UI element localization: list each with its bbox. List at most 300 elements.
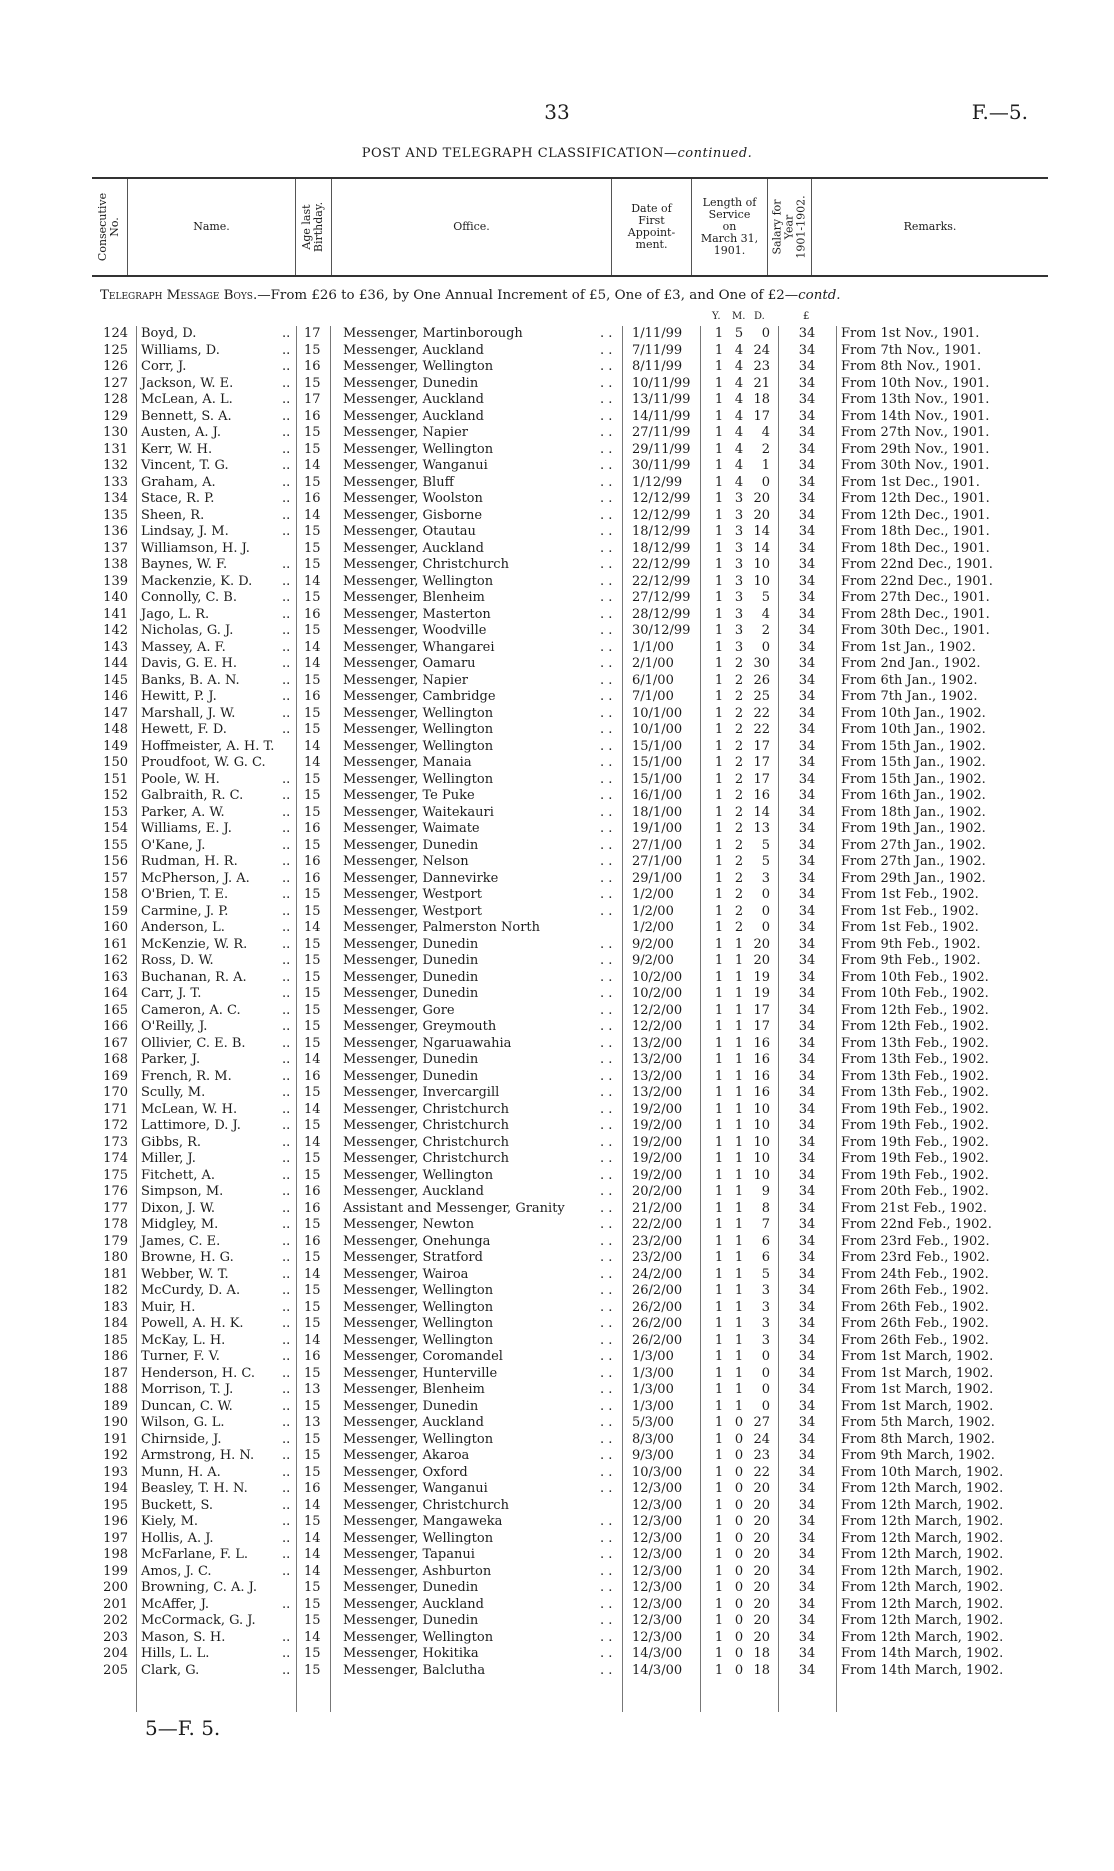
table-row <box>100 524 1048 541</box>
remarks: From 12th March, 1902. <box>841 1530 1004 1546</box>
header-office: Office. <box>332 179 612 275</box>
name-leader-dots: .. <box>282 1530 291 1546</box>
service-days: 20 <box>753 1497 770 1513</box>
consecutive-no: 171 <box>103 1101 128 1117</box>
office-leader-dots: . . <box>600 408 613 424</box>
salary: 34 <box>798 1481 816 1496</box>
table-row <box>100 1547 1048 1564</box>
name: Ross, D. W. <box>141 953 214 968</box>
appointment-date: 19/2/00 <box>632 1101 683 1117</box>
consecutive-no: 125 <box>103 342 128 358</box>
office-leader-dots: . . <box>600 1101 613 1117</box>
table-row <box>100 1234 1048 1251</box>
table-row <box>100 1382 1048 1399</box>
appointment-date: 9/3/00 <box>632 1448 674 1463</box>
service-days: 30 <box>753 656 770 671</box>
name-leader-dots: .. <box>282 1118 291 1133</box>
service-months: 1 <box>734 953 744 968</box>
service-years: 1 <box>714 953 724 968</box>
consecutive-no: 177 <box>103 1200 128 1216</box>
service-days: 3 <box>761 1316 770 1331</box>
service-days: 3 <box>761 870 770 886</box>
consecutive-no: 199 <box>103 1563 128 1579</box>
remarks: From 19th Feb., 1902. <box>841 1151 989 1166</box>
remarks: From 7th Nov., 1901. <box>841 342 982 358</box>
office: Messenger, Onehunga <box>343 1233 491 1249</box>
service-months: 2 <box>734 903 744 919</box>
service-months: 1 <box>734 1134 744 1150</box>
consecutive-no: 201 <box>103 1596 128 1612</box>
consecutive-no: 175 <box>103 1167 128 1183</box>
appointment-date: 14/3/00 <box>632 1662 683 1678</box>
name-leader-dots: .. <box>282 1316 291 1331</box>
service-years: 1 <box>714 375 724 391</box>
service-days: 14 <box>753 540 770 556</box>
remarks: From 13th Nov., 1901. <box>841 392 990 407</box>
name: Lindsay, J. M. <box>141 524 229 539</box>
table-row <box>100 854 1048 871</box>
consecutive-no: 142 <box>103 623 128 638</box>
service-months: 4 <box>734 359 744 374</box>
service-days: 19 <box>753 969 770 985</box>
age: 15 <box>304 1398 321 1414</box>
remarks: From 12th March, 1902. <box>841 1613 1004 1628</box>
name-leader-dots: .. <box>282 1035 291 1051</box>
office-leader-dots: . . <box>600 326 613 341</box>
consecutive-no: 144 <box>103 656 128 671</box>
consecutive-no: 178 <box>103 1217 128 1232</box>
name-leader-dots: .. <box>282 1134 291 1150</box>
name: Armstrong, H. N. <box>141 1448 255 1463</box>
appointment-date: 30/11/99 <box>632 458 691 473</box>
salary: 34 <box>798 375 816 391</box>
remarks: From 5th March, 1902. <box>841 1415 995 1430</box>
office: Messenger, Wellington <box>343 1431 494 1447</box>
name: Browne, H. G. <box>141 1250 234 1265</box>
service-months: 0 <box>734 1431 744 1447</box>
office: Messenger, Dunedin <box>343 969 479 985</box>
consecutive-no: 203 <box>103 1629 128 1645</box>
consecutive-no: 196 <box>103 1514 128 1529</box>
appointment-date: 1/2/00 <box>632 920 674 935</box>
consecutive-no: 132 <box>103 458 128 473</box>
consecutive-no: 184 <box>103 1316 128 1331</box>
service-years: 1 <box>714 639 724 655</box>
service-years: 1 <box>714 854 724 869</box>
name: Fitchett, A. <box>141 1167 215 1183</box>
service-days: 0 <box>761 920 770 935</box>
consecutive-no: 197 <box>103 1530 128 1546</box>
service-years: 1 <box>714 1052 724 1067</box>
office: Messenger, Wellington <box>343 1530 494 1546</box>
consecutive-no: 154 <box>103 821 128 836</box>
service-months: 0 <box>734 1662 744 1678</box>
office-leader-dots: . . <box>600 1085 613 1100</box>
consecutive-no: 198 <box>103 1547 128 1562</box>
service-years: 1 <box>714 1250 724 1265</box>
age: 15 <box>304 1002 321 1018</box>
consecutive-no: 128 <box>103 392 128 407</box>
appointment-date: 6/1/00 <box>632 672 674 688</box>
remarks: From 27th Jan., 1902. <box>841 837 986 853</box>
age: 13 <box>304 1382 321 1397</box>
service-months: 3 <box>734 557 744 572</box>
name-leader-dots: .. <box>282 392 291 407</box>
table-row <box>100 376 1048 393</box>
name-leader-dots: .. <box>282 1184 291 1199</box>
service-months: 1 <box>734 1266 744 1282</box>
consecutive-no: 139 <box>103 573 128 589</box>
age: 16 <box>304 1068 321 1084</box>
table-row <box>100 673 1048 690</box>
office-leader-dots: . . <box>600 524 613 539</box>
remarks: From 12th March, 1902. <box>841 1563 1004 1579</box>
service-years: 1 <box>714 804 724 820</box>
service-years: 1 <box>714 392 724 407</box>
appointment-date: 27/11/99 <box>632 425 691 440</box>
remarks: From 10th Jan., 1902. <box>841 722 986 737</box>
office-leader-dots: . . <box>600 755 613 770</box>
appointment-date: 14/3/00 <box>632 1646 683 1661</box>
service-days: 20 <box>753 491 770 506</box>
consecutive-no: 153 <box>103 804 128 820</box>
name-leader-dots: .. <box>282 342 291 358</box>
office-leader-dots: . . <box>600 623 613 638</box>
age: 14 <box>304 1052 321 1067</box>
name-leader-dots: .. <box>282 507 291 523</box>
table-row <box>100 887 1048 904</box>
service-years: 1 <box>714 1497 724 1513</box>
service-months: 2 <box>734 870 744 886</box>
appointment-date: 23/2/00 <box>632 1233 683 1249</box>
consecutive-no: 157 <box>103 870 128 886</box>
name-leader-dots: .. <box>282 854 291 869</box>
office: Messenger, Mangaweka <box>343 1514 503 1529</box>
appointment-date: 19/2/00 <box>632 1151 683 1166</box>
name: Munn, H. A. <box>141 1464 221 1480</box>
name: Hollis, A. J. <box>141 1530 214 1546</box>
office-leader-dots: . . <box>600 606 613 622</box>
service-years: 1 <box>714 903 724 919</box>
consecutive-no: 190 <box>103 1415 128 1430</box>
appointment-date: 9/2/00 <box>632 953 674 968</box>
service-months: 2 <box>734 920 744 935</box>
table-row <box>100 1300 1048 1317</box>
table-row <box>100 1564 1048 1581</box>
office-leader-dots: . . <box>600 1580 613 1595</box>
remarks: From 14th March, 1902. <box>841 1662 1004 1678</box>
salary: 34 <box>798 606 816 622</box>
service-months: 2 <box>734 738 744 754</box>
remarks: From 27th Nov., 1901. <box>841 425 990 440</box>
table-row <box>100 392 1048 409</box>
salary: 34 <box>798 326 816 341</box>
remarks: From 22nd Dec., 1901. <box>841 573 993 589</box>
salary: 34 <box>798 1019 816 1034</box>
service-days: 4 <box>761 425 770 440</box>
service-years: 1 <box>714 1217 724 1232</box>
service-years: 1 <box>714 1613 724 1628</box>
service-years: 1 <box>714 1167 724 1183</box>
office-leader-dots: . . <box>600 458 613 473</box>
consecutive-no: 179 <box>103 1233 128 1249</box>
age: 15 <box>304 1283 321 1298</box>
table-row <box>100 1432 1048 1449</box>
table-header <box>92 177 1048 277</box>
service-years: 1 <box>714 1002 724 1018</box>
name: McFarlane, F. L. <box>141 1547 248 1562</box>
consecutive-no: 205 <box>103 1662 128 1678</box>
name-leader-dots: .. <box>282 557 291 572</box>
office-leader-dots: . . <box>600 1563 613 1579</box>
appointment-date: 12/3/00 <box>632 1613 683 1628</box>
age: 16 <box>304 1200 321 1216</box>
consecutive-no: 183 <box>103 1299 128 1315</box>
office: Messenger, Wellington <box>343 705 494 721</box>
office: Messenger, Cambridge <box>343 689 496 704</box>
name: Stace, R. P. <box>141 491 215 506</box>
service-days: 20 <box>753 1563 770 1579</box>
salary: 34 <box>798 507 816 523</box>
appointment-date: 1/3/00 <box>632 1398 674 1414</box>
service-months: 1 <box>734 1085 744 1100</box>
header-length-of-service: Length of Service on March 31, 1901. <box>692 179 768 275</box>
service-years: 1 <box>714 1415 724 1430</box>
office-leader-dots: . . <box>600 1662 613 1678</box>
name-leader-dots: .. <box>282 441 291 457</box>
age: 14 <box>304 639 321 655</box>
service-days: 16 <box>753 1068 770 1084</box>
office-leader-dots: . . <box>600 342 613 358</box>
salary: 34 <box>798 1580 816 1595</box>
consecutive-no: 130 <box>103 425 128 440</box>
office-leader-dots: . . <box>600 1019 613 1034</box>
remarks: From 19th Jan., 1902. <box>841 821 986 836</box>
service-years: 1 <box>714 1068 724 1084</box>
service-months: 2 <box>734 672 744 688</box>
service-years: 1 <box>714 1547 724 1562</box>
unit-days: D. <box>754 311 765 322</box>
name: Buchanan, R. A. <box>141 969 247 985</box>
table-row <box>100 1135 1048 1152</box>
office: Messenger, Wellington <box>343 441 494 457</box>
consecutive-no: 143 <box>103 639 128 655</box>
service-months: 0 <box>734 1514 744 1529</box>
consecutive-no: 161 <box>103 936 128 952</box>
office: Messenger, Wellington <box>343 1316 494 1331</box>
unit-pounds: £ <box>803 311 810 322</box>
appointment-date: 1/11/99 <box>632 326 683 341</box>
title-continued: continued. <box>677 146 753 161</box>
table-row <box>100 772 1048 789</box>
service-months: 3 <box>734 524 744 539</box>
service-years: 1 <box>714 771 724 787</box>
appointment-date: 10/1/00 <box>632 705 683 721</box>
name: Lattimore, D. J. <box>141 1118 241 1133</box>
remarks: From 10th March, 1902. <box>841 1464 1004 1480</box>
consecutive-no: 126 <box>103 359 128 374</box>
appointment-date: 22/2/00 <box>632 1217 683 1232</box>
salary: 34 <box>798 771 816 787</box>
name: Webber, W. T. <box>141 1266 229 1282</box>
remarks: From 10th Feb., 1902. <box>841 986 989 1001</box>
office: Messenger, Nelson <box>343 854 469 869</box>
service-years: 1 <box>714 1019 724 1034</box>
consecutive-no: 127 <box>103 375 128 391</box>
table-row <box>100 491 1048 508</box>
service-days: 25 <box>753 689 770 704</box>
appointment-date: 1/3/00 <box>632 1382 674 1397</box>
age: 15 <box>304 722 321 737</box>
salary: 34 <box>798 474 816 490</box>
age: 15 <box>304 342 321 358</box>
consecutive-no: 135 <box>103 507 128 523</box>
appointment-date: 18/12/99 <box>632 540 691 556</box>
service-months: 2 <box>734 722 744 737</box>
salary: 34 <box>798 1217 816 1232</box>
service-years: 1 <box>714 1646 724 1661</box>
remarks: From 1st Feb., 1902. <box>841 887 979 902</box>
service-years: 1 <box>714 936 724 952</box>
office-leader-dots: . . <box>600 491 613 506</box>
table-row <box>100 590 1048 607</box>
salary: 34 <box>798 920 816 935</box>
office: Messenger, Dunedin <box>343 986 479 1001</box>
service-months: 1 <box>734 1299 744 1315</box>
table-row <box>100 1646 1048 1663</box>
salary: 34 <box>798 623 816 638</box>
table-row <box>100 607 1048 624</box>
salary: 34 <box>798 804 816 820</box>
appointment-date: 10/2/00 <box>632 986 683 1001</box>
remarks: From 19th Feb., 1902. <box>841 1167 989 1183</box>
consecutive-no: 137 <box>103 540 128 556</box>
salary: 34 <box>798 1431 816 1447</box>
name-leader-dots: .. <box>282 986 291 1001</box>
name-leader-dots: .. <box>282 689 291 704</box>
office: Messenger, Auckland <box>343 1184 485 1199</box>
salary: 34 <box>798 1118 816 1133</box>
age: 14 <box>304 573 321 589</box>
office: Messenger, Waitekauri <box>343 804 494 820</box>
name: Hills, L. L. <box>141 1646 210 1661</box>
table-row <box>100 788 1048 805</box>
office: Messenger, Dunedin <box>343 953 479 968</box>
name-leader-dots: .. <box>282 788 291 803</box>
salary: 34 <box>798 573 816 589</box>
consecutive-no: 134 <box>103 491 128 506</box>
appointment-date: 7/1/00 <box>632 689 674 704</box>
service-days: 10 <box>753 1167 770 1183</box>
name-leader-dots: .. <box>282 1283 291 1298</box>
service-months: 1 <box>734 1019 744 1034</box>
service-months: 1 <box>734 1052 744 1067</box>
age: 15 <box>304 1464 321 1480</box>
service-months: 0 <box>734 1547 744 1562</box>
service-months: 3 <box>734 639 744 655</box>
remarks: From 29th Jan., 1902. <box>841 870 986 886</box>
service-years: 1 <box>714 837 724 853</box>
remarks: From 13th Feb., 1902. <box>841 1085 989 1100</box>
service-months: 2 <box>734 771 744 787</box>
appointment-date: 10/11/99 <box>632 375 691 391</box>
age: 15 <box>304 1217 321 1232</box>
name-leader-dots: .. <box>282 887 291 902</box>
remarks: From 27th Jan., 1902. <box>841 854 986 869</box>
consecutive-no: 160 <box>103 920 128 935</box>
table-row <box>100 1630 1048 1647</box>
office: Messenger, Ngaruawahia <box>343 1035 512 1051</box>
service-days: 8 <box>761 1200 770 1216</box>
remarks: From 15th Jan., 1902. <box>841 755 986 770</box>
service-years: 1 <box>714 870 724 886</box>
name: Wilson, G. L. <box>141 1415 225 1430</box>
office-leader-dots: . . <box>600 425 613 440</box>
office-leader-dots: . . <box>600 1233 613 1249</box>
age: 16 <box>304 1481 321 1496</box>
remarks: From 21st Feb., 1902. <box>841 1200 988 1216</box>
office: Messenger, Auckland <box>343 408 485 424</box>
age: 16 <box>304 408 321 424</box>
consecutive-no: 159 <box>103 903 128 919</box>
service-years: 1 <box>714 1035 724 1051</box>
consecutive-no: 174 <box>103 1151 128 1166</box>
remarks: From 30th Nov., 1901. <box>841 458 990 473</box>
consecutive-no: 200 <box>103 1580 128 1595</box>
remarks: From 19th Feb., 1902. <box>841 1101 989 1117</box>
name-leader-dots: .. <box>282 491 291 506</box>
service-days: 22 <box>753 705 770 721</box>
age: 15 <box>304 953 321 968</box>
service-months: 3 <box>734 590 744 605</box>
office: Messenger, Dunedin <box>343 837 479 853</box>
consecutive-no: 189 <box>103 1398 128 1414</box>
salary: 34 <box>798 540 816 556</box>
name-leader-dots: .. <box>282 524 291 539</box>
salary: 34 <box>798 1349 816 1364</box>
service-days: 16 <box>753 1085 770 1100</box>
service-months: 4 <box>734 408 744 424</box>
name-leader-dots: .. <box>282 1431 291 1447</box>
consecutive-no: 172 <box>103 1118 128 1133</box>
office-leader-dots: . . <box>600 1217 613 1232</box>
office: Messenger, Ashburton <box>343 1563 492 1579</box>
table-row <box>100 1415 1048 1432</box>
office: Messenger, Dunedin <box>343 1613 479 1628</box>
consecutive-no: 195 <box>103 1497 128 1513</box>
table-row <box>100 1151 1048 1168</box>
table-row <box>100 442 1048 459</box>
service-days: 5 <box>761 1266 770 1282</box>
age: 15 <box>304 788 321 803</box>
service-days: 20 <box>753 1613 770 1628</box>
table-row <box>100 1085 1048 1102</box>
office-leader-dots: . . <box>600 1316 613 1331</box>
name-leader-dots: .. <box>282 1497 291 1513</box>
salary: 34 <box>798 755 816 770</box>
age: 15 <box>304 936 321 952</box>
service-days: 0 <box>761 326 770 341</box>
remarks: From 1st Jan., 1902. <box>841 639 976 655</box>
remarks: From 9th Feb., 1902. <box>841 936 981 952</box>
service-days: 17 <box>753 1019 770 1034</box>
office: Messenger, Auckland <box>343 342 485 358</box>
service-months: 1 <box>734 1382 744 1397</box>
office: Messenger, Dunedin <box>343 1068 479 1084</box>
service-days: 20 <box>753 936 770 952</box>
office-leader-dots: . . <box>600 854 613 869</box>
appointment-date: 13/2/00 <box>632 1035 683 1051</box>
